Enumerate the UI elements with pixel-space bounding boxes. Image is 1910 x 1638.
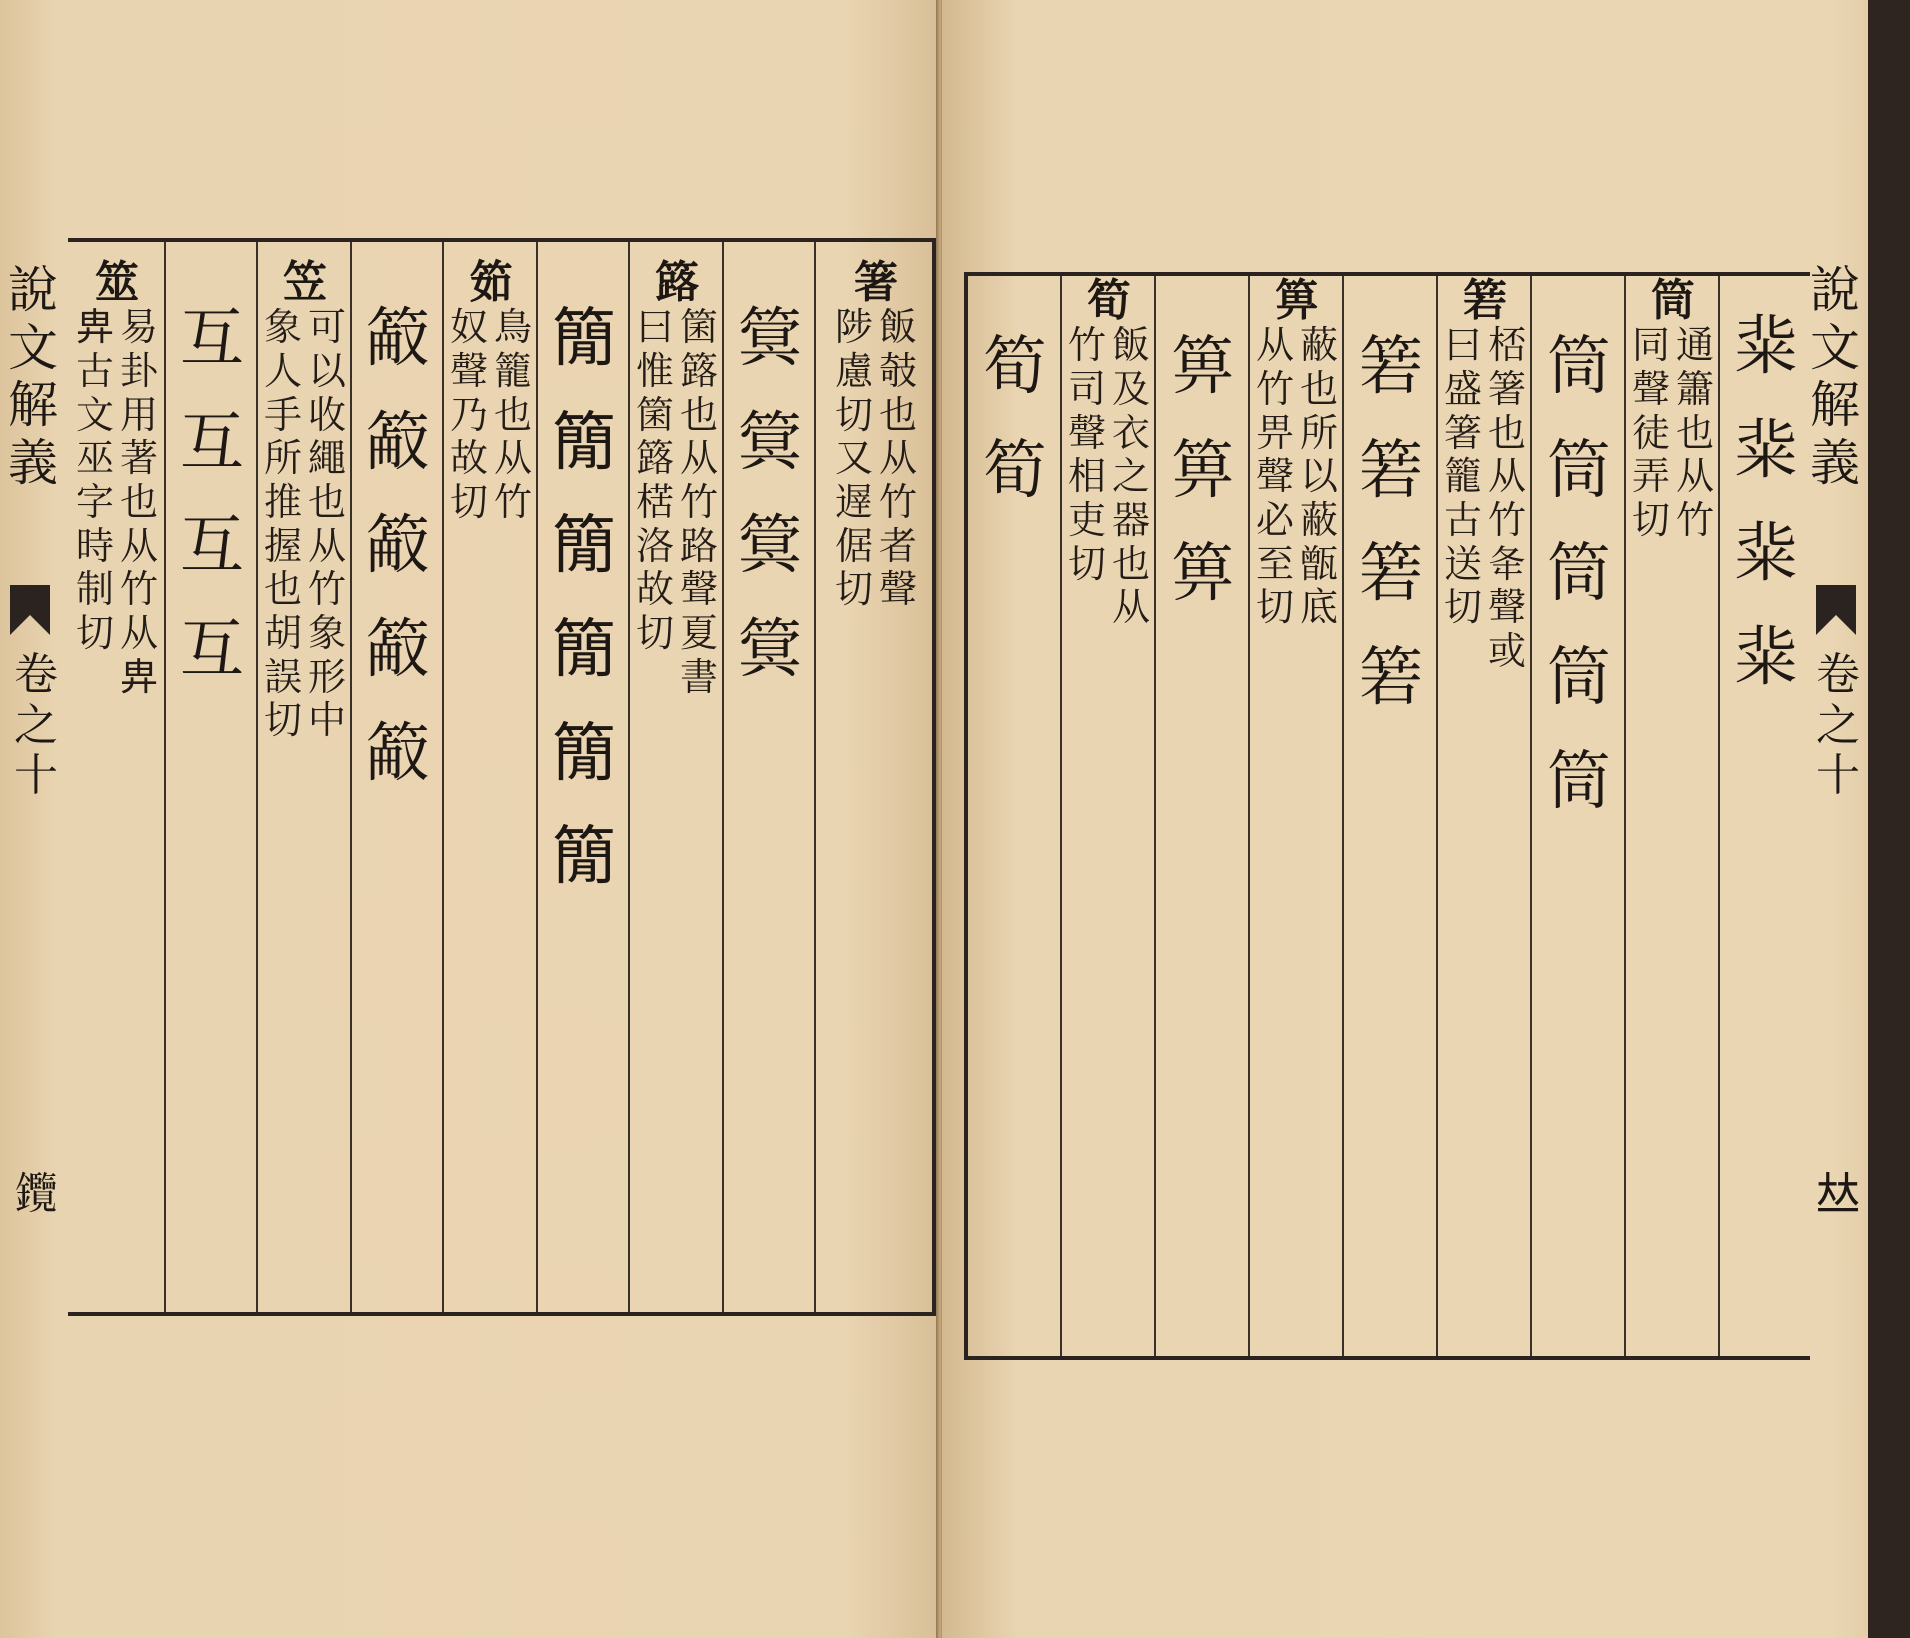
seal-glyph: 筍: [983, 433, 1047, 508]
left-page: [0, 0, 938, 1638]
seal-glyph: 箅: [1171, 330, 1235, 404]
seal-glyph: 䈿: [738, 509, 802, 584]
headword: 笠: [283, 257, 327, 308]
commentary-line-b: 陟 慮 切 又 遟 倨 切: [834, 305, 873, 612]
seal-glyph: 䈛: [366, 405, 430, 480]
fish-tail-mark: [1816, 585, 1856, 635]
seal-glyph: 箬: [1359, 433, 1423, 508]
headword: 箅: [1275, 275, 1319, 326]
seal-glyph: 筒: [1547, 537, 1611, 612]
seal-column: [1156, 316, 1250, 627]
commentary: [1256, 324, 1338, 630]
headword: 箬: [1463, 275, 1507, 326]
right-page: [942, 0, 1910, 1638]
seal-glyph: 䈛: [366, 613, 430, 688]
margin-char: 文: [8, 318, 58, 377]
commentary: [1444, 324, 1526, 674]
commentary-line-a: 易 卦 用 著 也 从 竹 从 𢍁: [120, 305, 159, 699]
headword: 箸: [854, 257, 898, 308]
seal-glyph: 𥳑: [552, 302, 616, 376]
seal-glyph: 䉾: [1734, 621, 1798, 696]
seal-glyph: 箬: [1359, 641, 1423, 716]
seal-column: [166, 288, 258, 703]
commentary: [264, 306, 346, 743]
commentary-line-a: 箘 簬 也 从 竹 路 聲 夏 書: [680, 305, 719, 699]
seal-glyph: 䈛: [366, 716, 430, 791]
seal-glyph: 䈿: [738, 302, 802, 376]
seal-column: [724, 288, 816, 703]
seal-glyph: 互: [180, 509, 244, 584]
seal-column: [352, 288, 444, 806]
fish-tail-mark: [10, 585, 50, 635]
seal-glyph: 䈿: [738, 613, 802, 688]
seal-glyph: 箬: [1359, 330, 1423, 404]
headword: 筒: [1651, 275, 1695, 326]
headword: 簬: [655, 257, 699, 308]
margin-char: 十: [14, 750, 58, 802]
seal-glyph: 𥳑: [552, 509, 616, 584]
entry-shi: [68, 257, 166, 699]
commentary: [450, 306, 532, 524]
entry-tong: [1626, 275, 1720, 543]
entry-bi: [1250, 275, 1344, 630]
commentary-line-a: 可 以 收 繩 也 从 竹 象 形 中: [308, 305, 347, 743]
right-text-frame: [964, 272, 1810, 1360]
background-edge: [1868, 0, 1910, 1638]
commentary-line-b: 曰 惟 箘 簬 楛 洛 故 切: [635, 305, 674, 655]
headword: 筎: [469, 257, 513, 308]
seal-column: [968, 316, 1062, 523]
seal-glyph: 䈿: [738, 405, 802, 480]
seal-column: [1720, 296, 1812, 711]
right-margin-volume: [1816, 650, 1860, 802]
commentary-line-a: 飯 及 衣 之 器 也 从: [1112, 323, 1151, 630]
margin-char: 義: [1810, 433, 1860, 492]
seal-column: [538, 288, 630, 910]
seal-glyph: 𥳑: [552, 820, 616, 895]
right-margin-title: [1810, 262, 1860, 492]
margin-char: 解: [8, 376, 58, 434]
seal-glyph: 𥳑: [552, 405, 616, 480]
commentary: [636, 306, 718, 699]
commentary-line-b: 曰 盛 箸 籠 古 送 切: [1443, 323, 1482, 630]
seal-glyph: 䈛: [366, 509, 430, 584]
seal-glyph: 筒: [1547, 744, 1611, 819]
left-margin-volume: [14, 650, 58, 802]
commentary: [1632, 324, 1714, 542]
seal-glyph: 互: [180, 405, 244, 480]
seal-glyph: 箬: [1359, 537, 1423, 612]
margin-char: 十: [1816, 750, 1860, 802]
margin-char: 文: [1810, 318, 1860, 377]
seal-glyph: 筍: [983, 330, 1047, 404]
seal-column: [1344, 316, 1438, 731]
commentary-line-a: 鳥 籠 也 从 竹: [494, 305, 533, 524]
left-page-number: [14, 1170, 58, 1221]
margin-char: 說: [8, 261, 58, 319]
right-page-number: [1816, 1170, 1860, 1221]
seal-glyph: 𥳑: [552, 613, 616, 688]
entry-nu: [444, 257, 538, 525]
left-margin-title: [8, 262, 58, 492]
entry-zhu: [818, 257, 934, 612]
commentary-line-b: 奴 聲 乃 故 切: [449, 305, 488, 524]
margin-char: 之: [1816, 699, 1860, 751]
seal-glyph: 䉾: [1734, 517, 1798, 592]
seal-glyph: 䈛: [366, 302, 430, 376]
commentary-line-b: 象 人 手 所 推 握 也 胡 誤 切: [263, 305, 302, 743]
commentary: [835, 306, 917, 612]
seal-glyph: 䉾: [1734, 310, 1798, 384]
commentary-line-a: 通 簫 也 从 竹: [1676, 323, 1715, 542]
commentary-line-b: 同 聲 徒 弄 切: [1631, 323, 1670, 542]
seal-glyph: 筒: [1547, 330, 1611, 404]
commentary-line-b: 从 竹 畀 聲 必 至 切: [1255, 323, 1294, 630]
commentary-line-a: 飯 攲 也 从 竹 者 聲: [879, 305, 918, 612]
commentary-line-a: 蔽 也 所 以 蔽 甑 底: [1300, 323, 1339, 630]
margin-char: 說: [1810, 261, 1860, 319]
seal-glyph: 筒: [1547, 641, 1611, 716]
commentary: [76, 306, 158, 699]
margin-char: 卷: [14, 649, 58, 700]
margin-char: 之: [14, 699, 58, 751]
commentary-line-a: 桮 箸 也 从 竹 夅 聲 或: [1488, 323, 1527, 673]
seal-glyph: 𥳑: [552, 716, 616, 791]
headword: 筮: [95, 257, 139, 308]
margin-char: 解: [1810, 376, 1860, 434]
commentary-line-b: 竹 司 聲 相 吏 切: [1067, 323, 1106, 586]
seal-glyph: 互: [180, 302, 244, 376]
seal-glyph: 筒: [1547, 433, 1611, 508]
margin-char: 卷: [1816, 649, 1860, 700]
margin-char: 義: [8, 433, 58, 492]
commentary-line-b: 𢍁 古 文 巫 字 時 制 切: [75, 305, 114, 655]
entry-lu: [630, 257, 724, 699]
entry-si: [1062, 275, 1156, 630]
commentary: [1068, 324, 1150, 630]
entry-gong: [1438, 275, 1532, 674]
page-number: 𨰲: [14, 1169, 58, 1220]
seal-glyph: 䉾: [1734, 413, 1798, 488]
seal-glyph: 互: [180, 613, 244, 688]
page-number: 𠀤: [1816, 1169, 1860, 1220]
headword: 筍: [1087, 275, 1131, 326]
seal-glyph: 箅: [1171, 537, 1235, 612]
seal-column: [1532, 316, 1626, 834]
entry-li: [258, 257, 352, 743]
left-text-frame: [68, 238, 936, 1316]
seal-glyph: 箅: [1171, 433, 1235, 508]
